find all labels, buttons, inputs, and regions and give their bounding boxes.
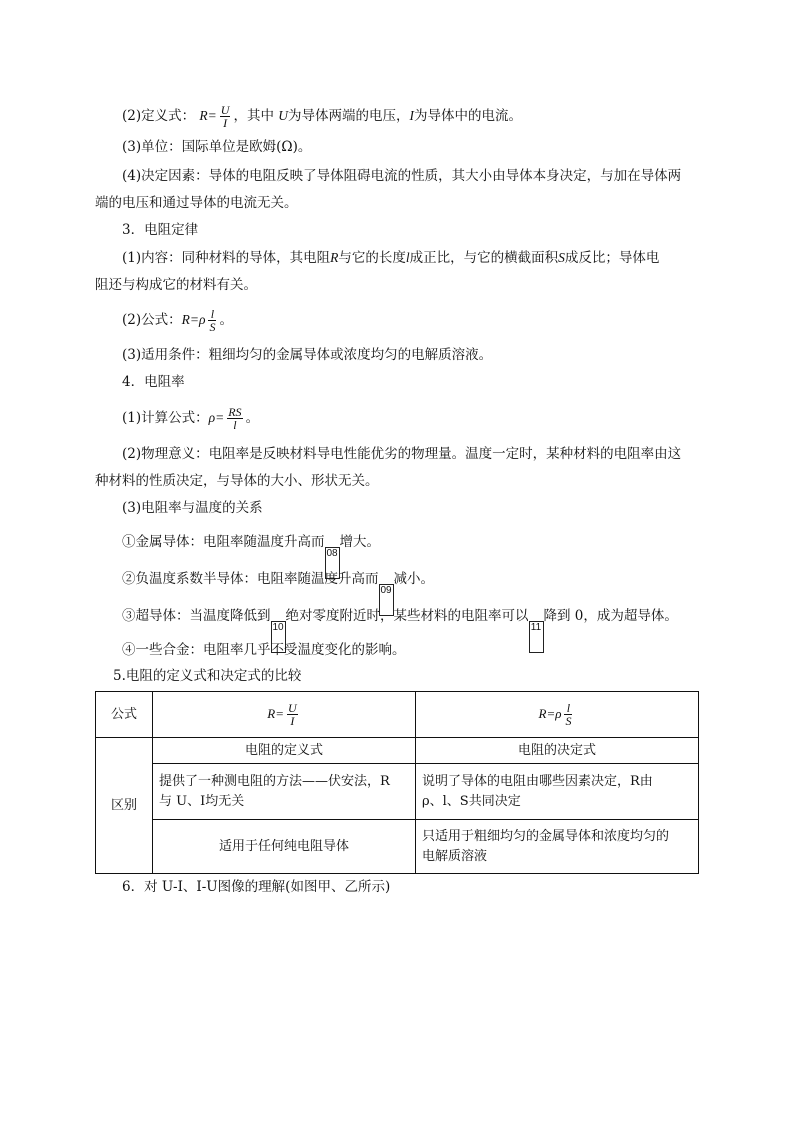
def-fraction: $\frac{U}{I}$ xyxy=(220,103,230,130)
definition-name-cell: 电阻的定义式 xyxy=(153,738,416,764)
graph-note: 6．对 U-I、I-U图像的理解(如图甲、乙所示) xyxy=(122,879,391,895)
determination-desc-cell: 说明了导体的电阻由哪些因素决定，R由 ρ、l、S共同决定 xyxy=(416,764,699,820)
alloy-line: ④一些合金：电阻率几乎不受温度变化的影响。 xyxy=(122,642,406,658)
definition-formula-cell: R= $\frac{U}{I}$ xyxy=(153,692,416,738)
definition-line: (2)定义式： R= $\frac{U}{I}$ ，其中 U为导体两端的电压，I为导体中的电流。 xyxy=(122,103,522,130)
law-condition: (3)适用条件：粗细均匀的金属导体或浓度均匀的电解质溶液。 xyxy=(122,347,493,363)
meaning-line-1: (2)物理意义：电阻率是反映材料导电性能优劣的物理量。温度一定时，某种材料的电阻率由这 xyxy=(122,446,682,462)
answer-blank-09: 09 xyxy=(379,584,394,616)
difference-header: 区别 xyxy=(96,738,153,874)
semiconductor-line: ②负温度系数半导体：电阻率随温度升高而09减小。 xyxy=(122,569,434,616)
factor-line-2: 端的电压和通过导体的电流无关。 xyxy=(95,195,298,211)
law-fraction: $\frac{l}{S}$ xyxy=(209,307,216,334)
answer-blank-11: 11 xyxy=(529,621,544,653)
law-formula: (2)公式：R=ρ $\frac{l}{S}$ 。 xyxy=(122,307,233,334)
comparison-table xyxy=(95,691,699,874)
law-content-line-1: (1)内容：同种材料的导体，其电阻R与它的长度l成正比，与它的横截面积S成反比；导体电 xyxy=(122,250,660,266)
factor-line-1: (4)决定因素：导体的电阻反映了导体阻碍电流的性质，其大小由导体本身决定，与加在导体两 xyxy=(122,168,682,184)
meaning-line-2: 种材料的性质决定，与导体的大小、形状无关。 xyxy=(95,473,379,489)
resistivity-title: 4．电阻率 xyxy=(122,374,185,390)
answer-blank-10: 10 xyxy=(271,621,286,653)
temp-title: (3)电阻率与温度的关系 xyxy=(122,500,263,516)
answer-blank-08: 08 xyxy=(325,547,340,579)
definition-desc-cell: 提供了一种测电阻的方法——伏安法，R 与 U、I均无关 xyxy=(153,764,416,820)
law-content-line-2: 阻还与构成它的材料有关。 xyxy=(95,277,257,293)
determination-name-cell: 电阻的决定式 xyxy=(416,738,699,764)
formula-header: 公式 xyxy=(96,692,153,738)
law-title: 3．电阻定律 xyxy=(122,222,199,238)
def-lhs: R= xyxy=(199,108,217,123)
superconductor-line: ③超导体：当温度降低到10绝对零度附近时，某些材料的电阻率可以11降到 0，成为超导体。 xyxy=(122,606,678,653)
compare-title: 5.电阻的定义式和决定式的比较 xyxy=(113,668,302,684)
resistivity-fraction: $\frac{RS}{l}$ xyxy=(228,405,242,432)
determination-scope-cell: 只适用于粗细均匀的金属导体和浓度均匀的 电解质溶液 xyxy=(416,820,699,874)
definition-scope-cell: 适用于任何纯电阻导体 xyxy=(153,820,416,874)
resistivity-formula: (1)计算公式：ρ= $\frac{RS}{l}$ 。 xyxy=(122,405,260,432)
metal-line: ①金属导体：电阻率随温度升高而08增大。 xyxy=(122,532,380,579)
unit-line: (3)单位：国际单位是欧姆(Ω)。 xyxy=(122,139,312,155)
determination-formula-cell: R=ρ $\frac{l}{S}$ xyxy=(416,692,699,738)
